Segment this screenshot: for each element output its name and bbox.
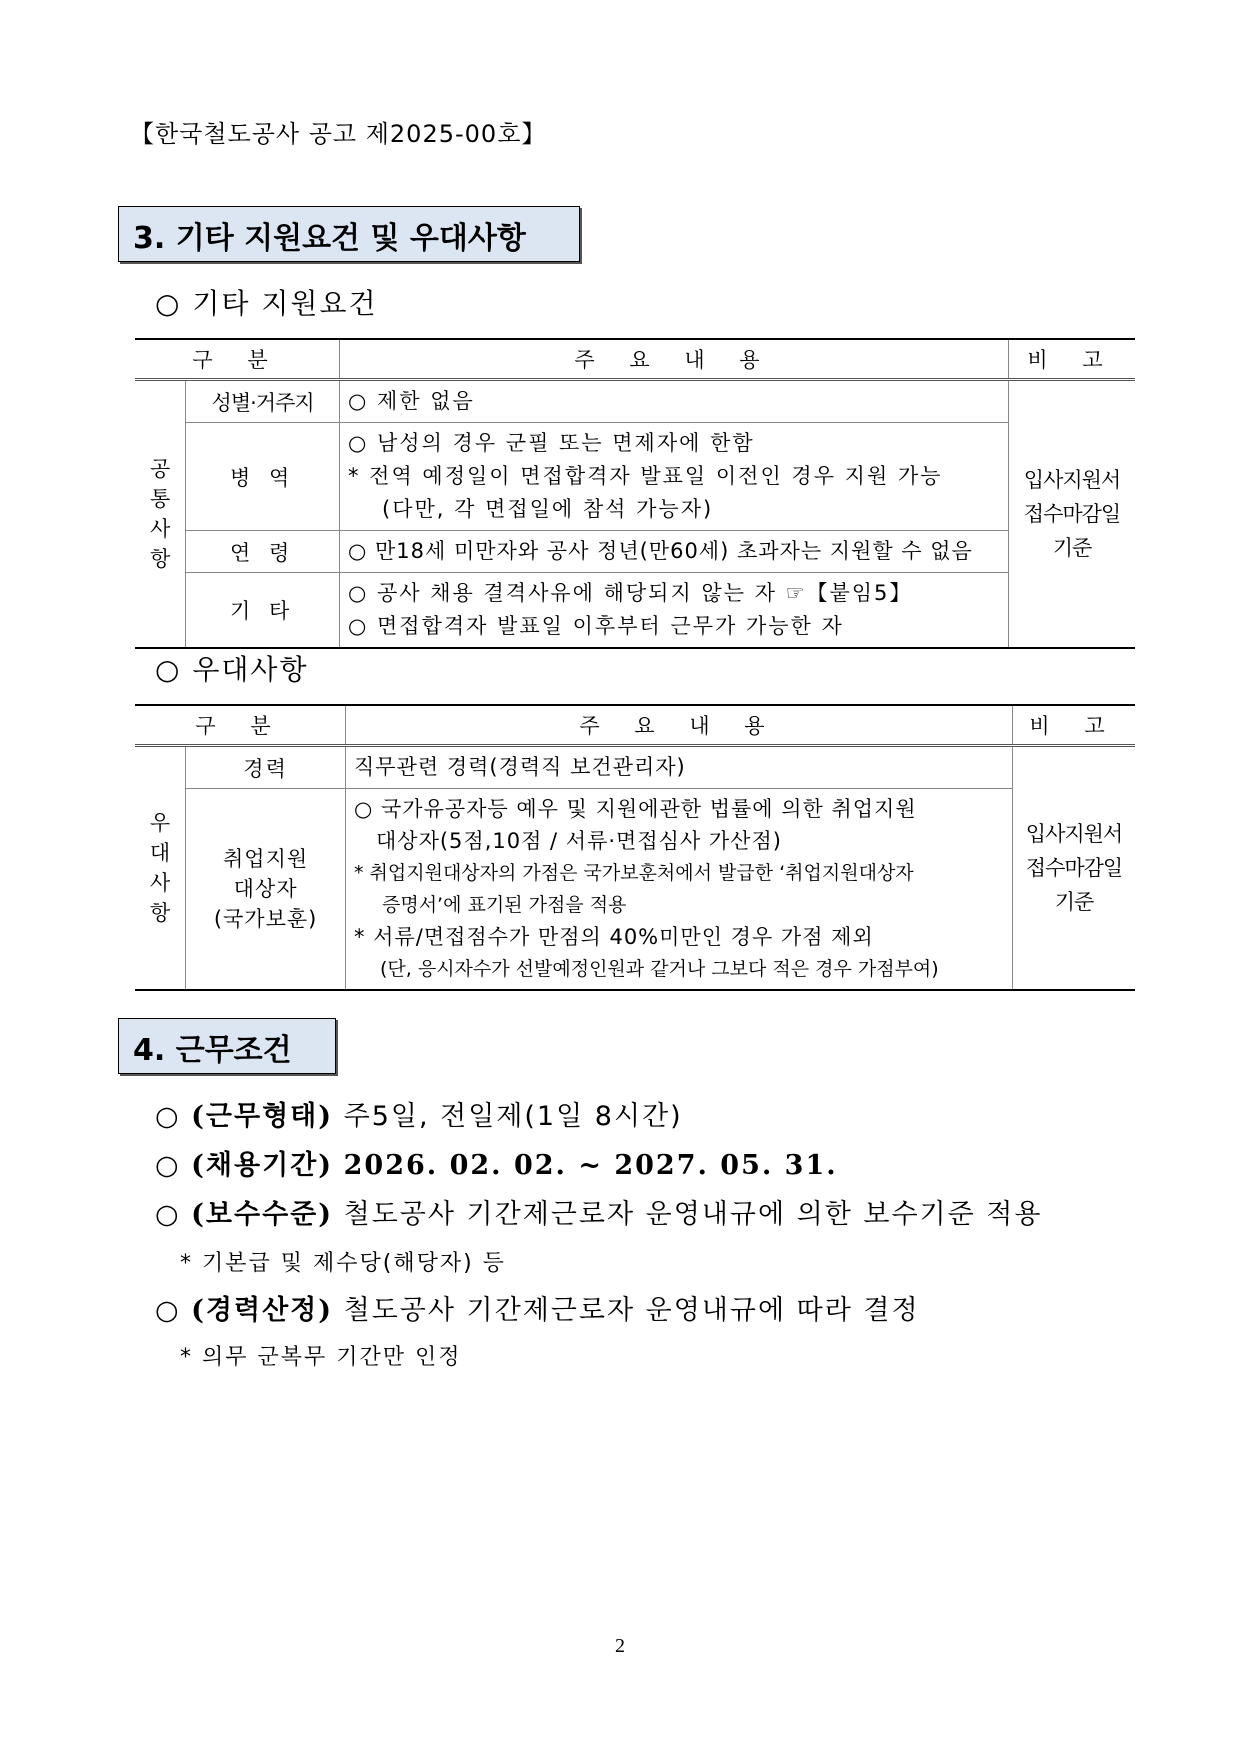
condition-career: ○ (경력산정) 철도공사 기간제근로자 운영내규에 따라 결정 xyxy=(155,1295,920,1326)
sub-heading-requirements: ○ 기타 지원요건 xyxy=(155,287,378,320)
note-deadline: 입사지원서 접수마감일 기준 xyxy=(1009,380,1136,649)
condition-salary: ○ (보수수준) 철도공사 기간제근로자 운영내규에 의한 보수기준 적용 xyxy=(155,1199,1043,1230)
requirements-table xyxy=(135,338,1135,649)
notice-number: 【한국철도공사 공고 제2025-00호】 xyxy=(130,120,547,148)
header-note: 비 고 xyxy=(1009,339,1136,380)
sub-heading-preference: ○ 우대사항 xyxy=(155,653,309,686)
category-veterans: 취업지원 대상자 (국가보훈) xyxy=(186,789,346,991)
header-content: 주 요 내 용 xyxy=(340,339,1009,380)
category-gender: 성별·거주지 xyxy=(186,380,340,423)
condition-work-type: ○ (근무형태) 주5일, 전일제(1일 8시간) xyxy=(155,1101,683,1132)
group-preference: 우 대 사 항 xyxy=(135,746,186,991)
group-common: 공 통 사 항 xyxy=(135,380,186,649)
preference-table xyxy=(135,704,1135,991)
content-career: 직무관련 경력(경력직 보건관리자) xyxy=(346,746,1013,789)
header-note: 비 고 xyxy=(1013,705,1136,746)
career-note: * 의무 군복무 기간만 인정 xyxy=(180,1345,462,1370)
salary-note: * 기본급 및 제수당(해당자) 등 xyxy=(180,1251,506,1276)
header-category: 구 분 xyxy=(135,339,340,380)
condition-period: ○ (채용기간) 2026. 02. 02. ~ 2027. 05. 31. xyxy=(155,1150,838,1181)
content-age: ○ 만18세 미만자와 공사 정년(만60세) 초과자는 지원할 수 없음 xyxy=(340,531,1009,573)
content-military: ○ 남성의 경우 군필 또는 면제자에 한함 * 전역 예정일이 면접합격자 발표일 이전인 경우 지원 가능 (다만, 각 면접일에 참석 가능자) xyxy=(340,423,1009,531)
category-age: 연 령 xyxy=(186,531,340,573)
content-veterans: ○ 국가유공자등 예우 및 지원에관한 법률에 의한 취업지원 대상자(5점,10점 / 서류·면접심사 가산점) * 취업지원대상자의 가점은 국가보훈처에서 발급한 ‘취업지원대상자 증명서’에 표기된 가점을 적용 * 서류/면접점수가 만점의 40%미만인 경우 가점 제외 (단, 응시자수가 선발예정인원과 같거나 그보다 적은 경우 가점부여) xyxy=(346,789,1013,991)
content-other: ○ 공사 채용 결격사유에 해당되지 않는 자 ☞【붙임5】 ○ 면접합격자 발표일 이후부터 근무가 가능한 자 xyxy=(340,573,1009,649)
category-other: 기 타 xyxy=(186,573,340,649)
section3-title: 3. 기타 지원요건 및 우대사항 xyxy=(118,206,580,262)
content-gender: ○ 제한 없음 xyxy=(340,380,1009,423)
header-content: 주 요 내 용 xyxy=(346,705,1013,746)
section4-title: 4. 근무조건 xyxy=(118,1018,336,1074)
category-military: 병 역 xyxy=(186,423,340,531)
category-career: 경력 xyxy=(186,746,346,789)
note-deadline: 입사지원서 접수마감일 기준 xyxy=(1013,746,1136,991)
header-category: 구 분 xyxy=(135,705,346,746)
page-number: 2 xyxy=(615,1635,625,1657)
